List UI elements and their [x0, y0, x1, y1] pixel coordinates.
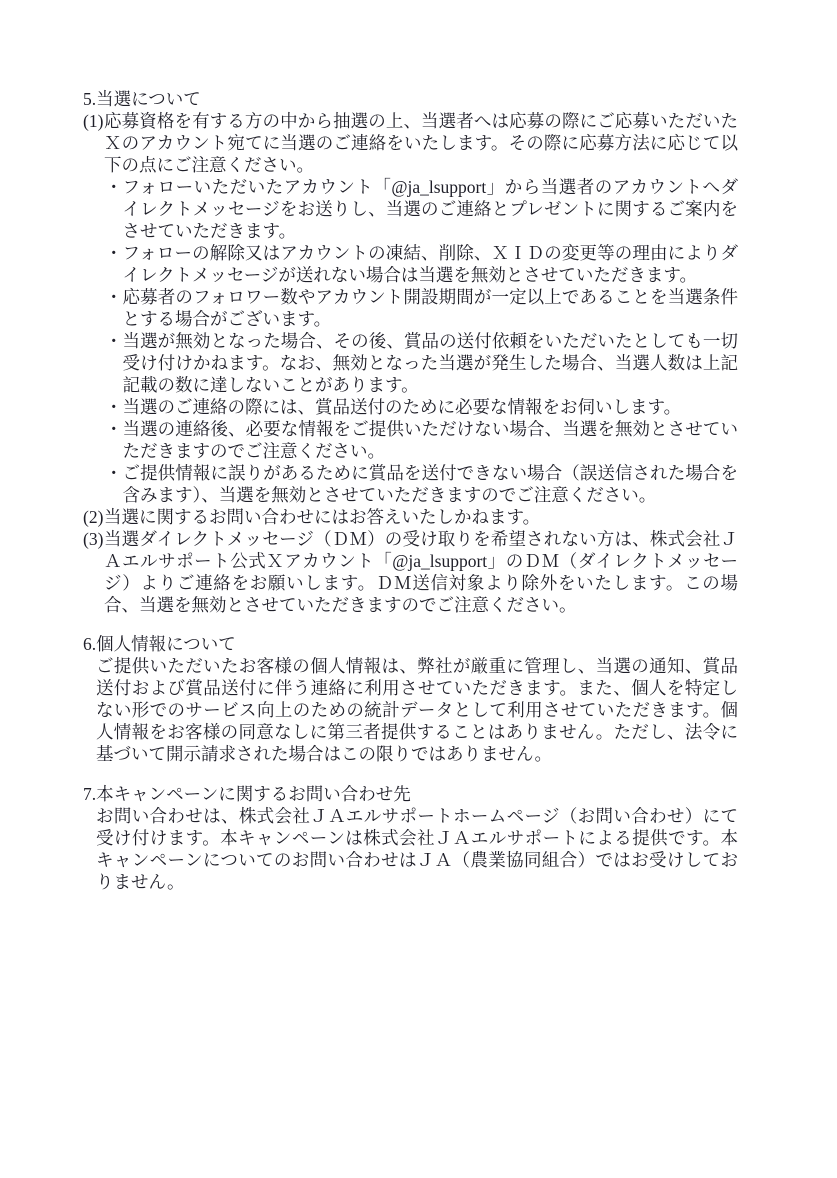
section-title: 個人情報について — [96, 634, 236, 654]
bullet-item — [105, 462, 738, 506]
section-personal-info — [83, 633, 738, 765]
bullet-item — [105, 286, 738, 330]
section-contact — [83, 783, 738, 893]
bullet-list — [105, 176, 738, 506]
section-number: 7. — [83, 784, 97, 804]
bullet-text: フォローの解除又はアカウントの凍結、削除、ＸＩＤの変更等の理由によりダイレクトメッセージが送れない場合は当選を無効とさせていただきます。 — [122, 243, 738, 285]
bullet-marker: ・ — [105, 177, 123, 197]
bullet-item — [105, 242, 738, 286]
bullet-item — [105, 396, 738, 418]
section-number: 5. — [83, 89, 97, 109]
bullet-text: 当選の連絡後、必要な情報をご提供いただけない場合、当選を無効とさせていただきますのでご注意ください。 — [122, 419, 738, 461]
section-number: 6. — [83, 634, 97, 654]
section-winners — [83, 88, 738, 616]
terms-document — [83, 88, 738, 893]
bullet-marker: ・ — [105, 419, 123, 439]
clause-item-3 — [83, 528, 738, 616]
bullet-marker: ・ — [105, 397, 123, 417]
clause-marker: (1) — [83, 111, 104, 131]
clause-text: 応募資格を有する方の中から抽選の上、当選者へは応募の際にご応募いただいたＸのアカウント宛てに当選のご連絡をいたします。その際に応募方法に応じて以下の点にご注意ください。 — [104, 111, 738, 175]
bullet-text: ご提供情報に誤りがあるために賞品を送付できない場合（誤送信された場合を含みます）、当選を無効とさせていただきますのでご注意ください。 — [122, 463, 738, 505]
bullet-marker: ・ — [105, 331, 123, 351]
bullet-text: 応募者のフォロワー数やアカウント開設期間が一定以上であることを当選条件とする場合がございます。 — [122, 287, 738, 329]
bullet-marker: ・ — [105, 243, 123, 263]
section-heading — [83, 783, 738, 805]
clause-marker: (2) — [83, 507, 104, 527]
section-heading — [83, 633, 738, 655]
bullet-text: 当選が無効となった場合、その後、賞品の送付依頼をいただいたとしても一切受け付けかねます。なお、無効となった当選が発生した場合、当選人数は上記記載の数に達しないことがあります。 — [122, 331, 738, 395]
bullet-item — [105, 176, 738, 242]
bullet-text: 当選のご連絡の際には、賞品送付のために必要な情報をお伺いします。 — [122, 397, 682, 417]
clause-text: 当選ダイレクトメッセージ（ＤＭ）の受け取りを希望されない方は、株式会社ＪＡエルサポート公式Ｘアカウント「@ja_lsupport」のＤＭ（ダイレクトメッセージ）よりご連絡をお願いします。ＤＭ送信対象より除外をいたします。この場合、当選を無効とさせていただきますのでご注意ください。 — [104, 529, 738, 615]
bullet-item — [105, 418, 738, 462]
section-title: 本キャンペーンに関するお問い合わせ先 — [96, 784, 411, 804]
section-body: お問い合わせは、株式会社ＪＡエルサポートホームページ（お問い合わせ）にて受け付けます。本キャンペーンは株式会社ＪＡエルサポートによる提供です。本キャンペーンについてのお問い合わせはＪＡ（農業協同組合）ではお受けしておりません。 — [96, 806, 738, 892]
clause-item-1 — [83, 110, 738, 176]
clause-marker: (3) — [83, 529, 104, 549]
bullet-marker: ・ — [105, 463, 123, 483]
section-title: 当選について — [96, 89, 201, 109]
bullet-item — [105, 330, 738, 396]
section-body: ご提供いただいたお客様の個人情報は、弊社が厳重に管理し、当選の通知、賞品送付および賞品送付に伴う連絡に利用させていただきます。また、個人を特定しない形でのサービス向上のための統計データとして利用させていただきます。個人情報をお客様の同意なしに第三者提供することはありません。ただし、法令に基づいて開示請求された場合はこの限りではありません。 — [96, 656, 738, 764]
clause-text: 当選に関するお問い合わせにはお答えいたしかねます。 — [104, 507, 541, 527]
bullet-marker: ・ — [105, 287, 123, 307]
section-heading — [83, 88, 738, 110]
clause-item-2 — [83, 506, 738, 528]
bullet-text: フォローいただいたアカウント「@ja_lsupport」から当選者のアカウントへダイレクトメッセージをお送りし、当選のご連絡とプレゼントに関するご案内をさせていただきます。 — [122, 177, 738, 241]
